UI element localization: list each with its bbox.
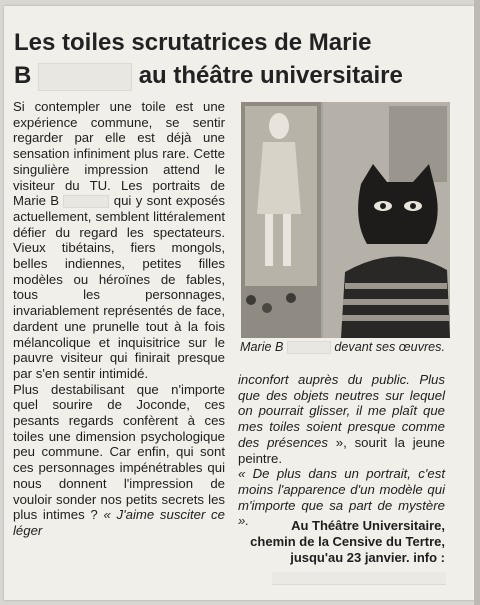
headline-name-initial: B [14, 62, 32, 89]
photo-caption [240, 340, 452, 354]
paragraph-2 [13, 382, 225, 539]
headline-line-2 [14, 59, 474, 92]
event-info [238, 518, 445, 566]
redacted-surname-inline [63, 195, 109, 208]
headline-line-1: Les toiles scrutatrices de Marie [14, 29, 372, 56]
event-venue: Au Théâtre Universitaire, [291, 518, 445, 533]
paragraph-1-text-continued: qui y sont exposés actuellement, semblent littéralement défier du regard les spectateurs. Vieux tibétains, fiers mongols, belles indiennes, petites filles modèles ou héroïnes de fables, tous les personnages, invariablement représentés de face, dardent une prunelle tout à la fois mélancolique et inquisitrice sur le pauvre visiteur qui finirait presque par s'en sentir intimidé. [13, 193, 225, 381]
paragraph-3 [238, 372, 445, 466]
headline-venue: au théâtre universitaire [138, 62, 403, 89]
article-photo [241, 102, 450, 338]
event-dates: jusqu'au 23 janvier. info : [290, 550, 445, 565]
article-column-left [13, 99, 225, 539]
paragraph-1-text: Si contempler une toile est une expérience commune, se sentir regarder par elle est déjà une sensation infiniment plus rare. Cette singulière impression attend le visiteur du TU. Les portraits de Marie B [13, 99, 225, 209]
painting-photo-illustration [241, 102, 450, 338]
article-column-right [238, 372, 445, 529]
caption-description: devant ses œuvres. [334, 340, 445, 354]
caption-name-initial: Marie B [240, 340, 284, 354]
newspaper-clipping [4, 6, 474, 600]
redacted-surname-caption [287, 341, 331, 354]
paragraph-3-quote: inconfort auprès du public. Plus que des objets neutres sur lequel on pourrait glisser, il me plaît que mes toiles soient presque comme des présences [238, 372, 445, 450]
paragraph-3-attribution: », sourit la jeune peintre. [238, 434, 445, 466]
article-headline [14, 26, 474, 92]
scan-edge [474, 0, 480, 605]
paragraph-2-quote: « J'aime susciter ce léger [13, 507, 225, 538]
paragraph-1 [13, 99, 225, 382]
paragraph-2-text: Plus destabilisant que n'importe quel sourire de Joconde, ces pesants regards confèrent à ces toiles une dimension psychologique peu commune. Car enfin, qui sont ces personnages impénétrables qui nous donnent l'impression de vouloir sonder nos petits secrets les plus intimes ? [13, 381, 225, 523]
redacted-surname [38, 63, 132, 91]
redacted-contact-info [272, 572, 446, 585]
paragraph-4-quote: « De plus dans un portrait, c'est moins l'apparence d'un modèle qui m'importe que sa part de mystère ». [238, 466, 445, 529]
event-address: chemin de la Censive du Tertre, [250, 534, 445, 549]
